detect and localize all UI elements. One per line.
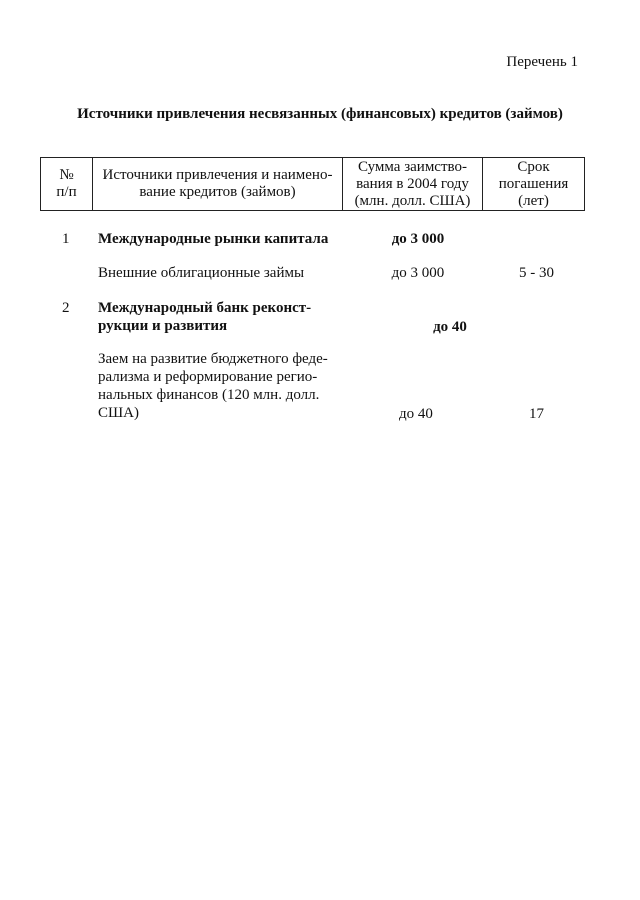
row-2-amount: до 3 000	[391, 265, 445, 281]
row-4-term: 17	[529, 406, 544, 422]
header-source: Источники привлечения и наимено- вание кредитов (займов)	[93, 158, 343, 210]
row-4-source-line-2: рализма и реформирование регио-	[98, 369, 318, 385]
row-2-source: Внешние облигационные займы	[98, 265, 305, 281]
row-2-term: 5 - 30	[519, 265, 554, 281]
row-4-amount: до 40	[399, 406, 433, 422]
row-4-source-line-1: Заем на развитие бюджетного феде-	[98, 351, 328, 367]
document-label: Перечень 1	[506, 54, 578, 70]
row-4-source-line-3: нальных финансов (120 млн. долл.	[98, 387, 320, 403]
row-1-num: 1	[62, 231, 70, 247]
header-amount: Сумма заимство- вания в 2004 году (млн. долл. США)	[343, 158, 483, 210]
row-3-source-line-2: рукции и развития	[98, 318, 228, 334]
row-4-source-line-4: США)	[98, 405, 139, 421]
row-1-amount: до 3 000	[391, 231, 445, 247]
row-1-source: Международные рынки капитала	[98, 231, 329, 247]
row-3-amount: до 40	[433, 319, 467, 335]
header-num: № п/п	[41, 158, 93, 210]
header-term: Срок погашения (лет)	[498, 158, 569, 209]
table-header	[40, 157, 585, 211]
row-3-num: 2	[62, 300, 70, 316]
document-title: Источники привлечения несвязанных (финансовых) кредитов (займов)	[77, 106, 563, 122]
row-3-source-line-1: Международный банк реконст-	[98, 300, 312, 316]
